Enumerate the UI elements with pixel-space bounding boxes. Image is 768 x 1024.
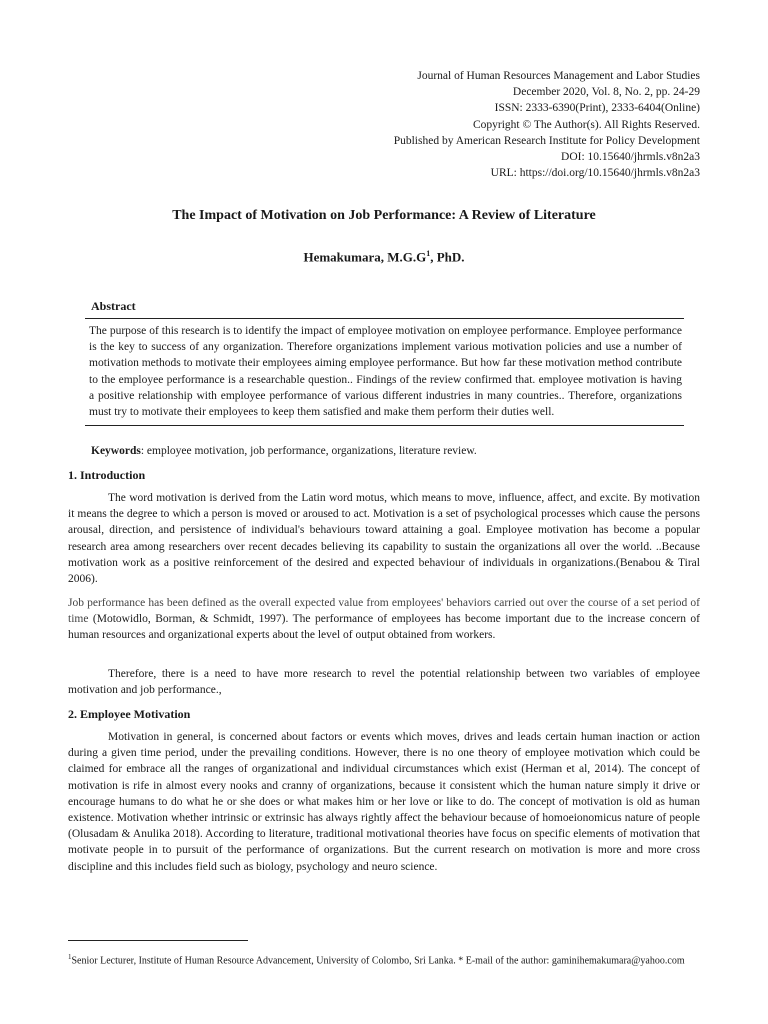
introduction-paragraph-3: Therefore, there is a need to have more research to revel the potential relationship between two variables of employee motivation and job performance., bbox=[68, 668, 700, 697]
footnote bbox=[68, 950, 700, 968]
journal-name: Journal of Human Resources Management and Labor Studies bbox=[417, 70, 700, 82]
employee-motivation-paragraph: Motivation in general, is concerned about factors or events which moves, drives and leads certain human inaction or action during a given time period, under the prevailing conditions. However, there is no one theory of employee motivation which could be claimed for embrace all the ranges of organizational and individual circumstances which exist (Herman et al, 2014). The concept of motivation is rife in almost every nooks and cranny of organizations, because it consistent which the human nature simply it drive or encourage humans to do what he or she does or what makes him or her love or like to do. The concept of motivation is old as human existence. Motivation whether intrinsic or extrinsic has always rightly affect the behaviour because of homoeionomicus nature of people (Olusadam & Anulika 2018). According to literature, traditional motivational theories have focus on specific elements of motivation that motivate people in to pursuit of the performance of organizations. But the current research on motivation is more and more cross discipline and this includes field such as biology, psychology and neuro science. bbox=[68, 731, 700, 873]
author-name: Hemakumara, M.G.G bbox=[303, 249, 427, 265]
keywords-line bbox=[91, 445, 477, 457]
footnote-divider bbox=[68, 940, 248, 941]
doi-url[interactable]: URL: https://doi.org/10.15640/jhrmls.v8n2a3 bbox=[490, 167, 700, 180]
keywords-text: : employee motivation, job performance, organizations, literature review. bbox=[140, 445, 477, 457]
publisher: Published by American Research Institute for Policy Development bbox=[393, 134, 700, 147]
issn: ISSN: 2333-6390(Print), 2333-6404(Online) bbox=[494, 102, 700, 115]
keywords-label: Keywords bbox=[91, 445, 141, 457]
author-degree: , PhD. bbox=[430, 249, 465, 265]
footnote-marker: 1 bbox=[68, 953, 72, 961]
issue-info: December 2020, Vol. 8, No. 2, pp. 24-29 bbox=[512, 86, 700, 99]
footnote-text: Senior Lecturer, Institute of Human Resource Advancement, University of Colombo, Sri Lanka. * E-mail of the author: gaminihemakumara@yahoo.com bbox=[71, 955, 685, 967]
job-performance-definition: Job performance has been defined as the overall expected value from employees' behaviors carried out over the course of a set period of time bbox=[68, 597, 700, 626]
introduction-heading: 1. Introduction bbox=[68, 468, 146, 482]
copyright: Copyright © The Author(s). All Rights Reserved. bbox=[472, 118, 700, 131]
abstract-heading: Abstract bbox=[91, 299, 136, 313]
doi: DOI: 10.15640/jhrmls.v8n2a3 bbox=[561, 151, 700, 164]
employee-motivation-heading: 2. Employee Motivation bbox=[68, 707, 191, 721]
introduction-paragraph-2 bbox=[68, 595, 700, 644]
journal-metadata bbox=[394, 68, 700, 181]
introduction-paragraph-2-rest: (Motowidlo, Borman, & Schmidt, 1997). The performance of employees has become important due to the increase concern of human resources and organizational experts about the level of output obtained from workers. bbox=[68, 613, 700, 642]
introduction-paragraph-1: The word motivation is derived from the Latin word motus, which means to move, influence, affect, and excite. By motivation it means the degree to which a person is moved or aroused to act. Motivation is a set of psychological processes which cause the persons arousal, direction, and persistence of individual's behaviours toward attaining a goal. Employee motivation has become a popular research area among researchers over recent decades believing its capability to sustain the organizations all over the world. ..Because motivation work as a positive reinforcement of the desired and expected behaviour of individuals in organizations.(Benabou & Tiral 2006). bbox=[68, 492, 700, 586]
paper-title: The Impact of Motivation on Job Performance: A Review of Literature bbox=[172, 208, 596, 223]
author-footnote-marker: 1 bbox=[426, 249, 431, 258]
abstract-text: The purpose of this research is to identify the impact of employee motivation on employee performance. Employee performance is the key to success of any organization. Therefore organizations implement various motivation policies and use a number of motivation methods to motivate their employees aiming employee performance. But how far these motivation method contribute to the employee performance is a researchable question.. Findings of the review confirmed that. employee motivation is having a positive relationship with employee performance of various different industries in many countries.. Therefore, organizations must try to motivate their employees to keep them satisfied and make them perform their duties well. bbox=[85, 318, 684, 426]
author-line bbox=[0, 249, 768, 265]
